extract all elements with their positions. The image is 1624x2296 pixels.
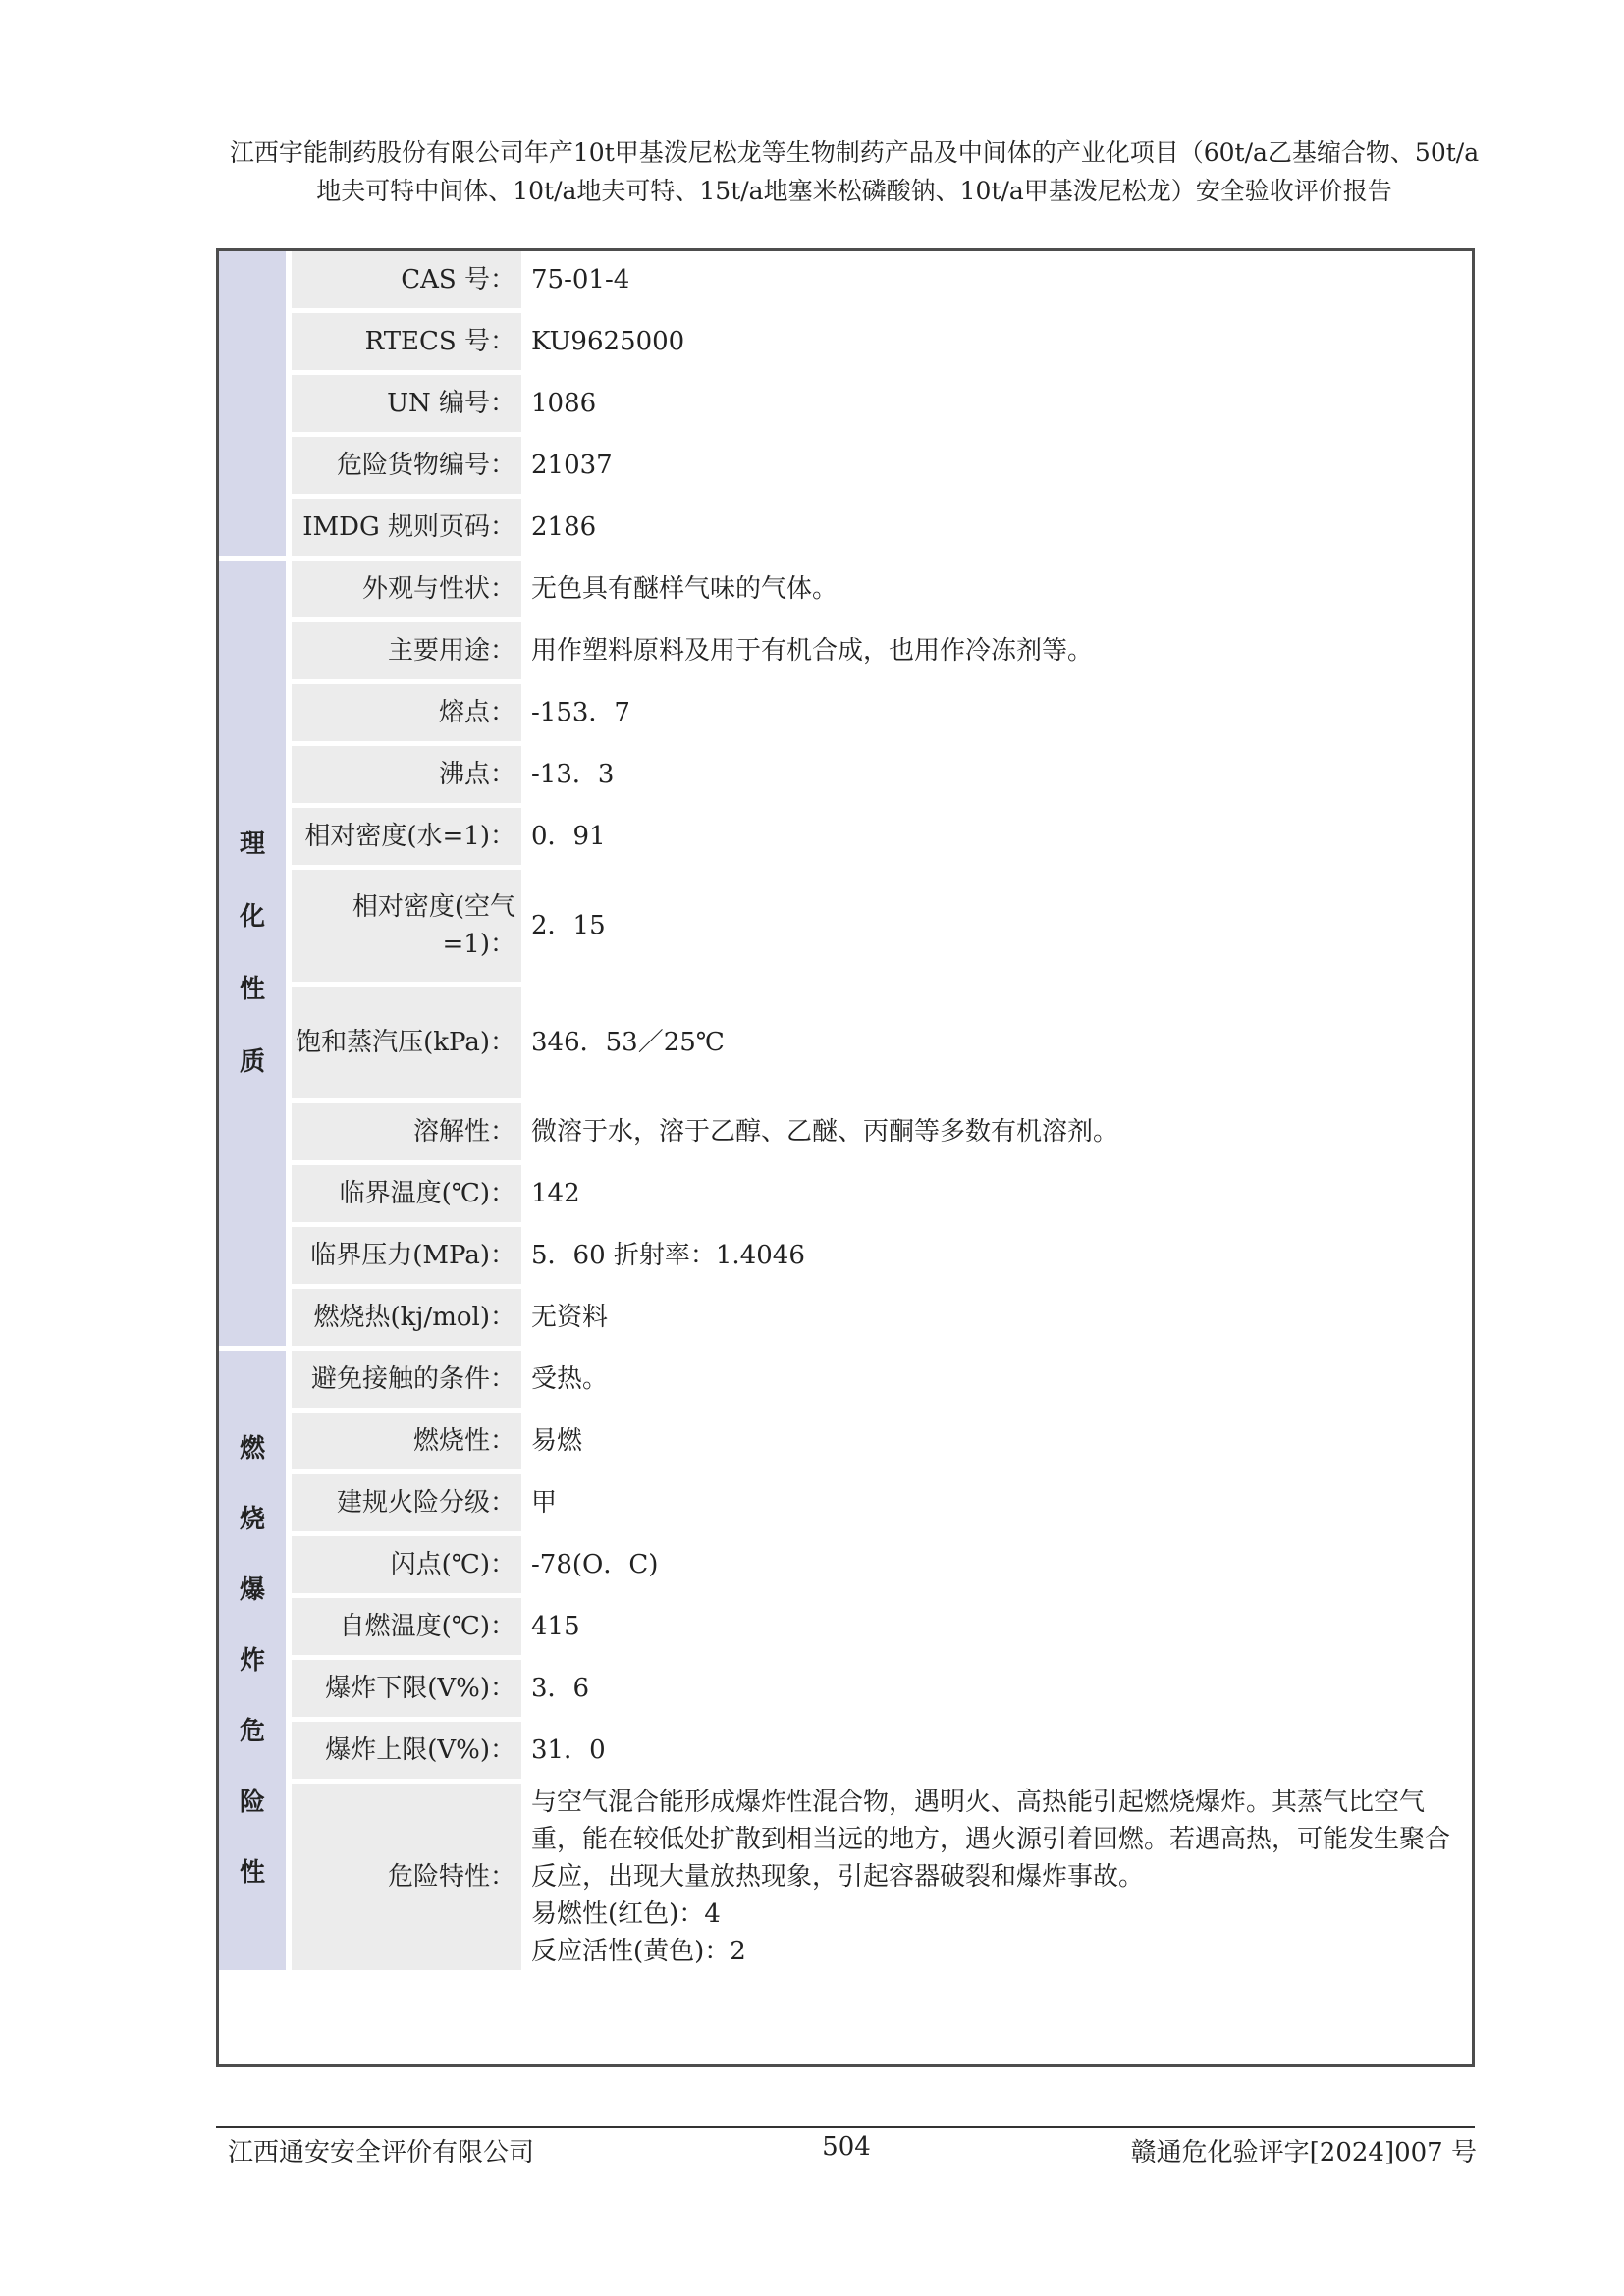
table-row (219, 1536, 1472, 1598)
footer-page-number: 504 (822, 2132, 871, 2162)
row-label: 危险特性： (292, 1784, 521, 1975)
row-value: -78(O．C) (521, 1536, 1472, 1598)
row-label: 建规火险分级： (292, 1474, 521, 1536)
row-value: 75-01-4 (521, 251, 1472, 313)
row-value: 5．60 折射率：1.4046 (521, 1227, 1472, 1289)
row-label: 爆炸上限(V%)： (292, 1722, 521, 1784)
table-row (219, 622, 1472, 684)
row-value: 受热。 (521, 1351, 1472, 1413)
row-label: 燃烧性： (292, 1413, 521, 1474)
row-value: 2．15 (521, 870, 1472, 987)
row-label: 溶解性： (292, 1103, 521, 1165)
table-row (219, 684, 1472, 746)
table-row (219, 1660, 1472, 1722)
table-row (219, 1598, 1472, 1660)
row-label: 熔点： (292, 684, 521, 746)
row-label: CAS 号： (292, 251, 521, 313)
row-label: 燃烧热(kj/mol)： (292, 1289, 521, 1351)
row-value: 2186 (521, 499, 1472, 561)
row-value: 易燃 (521, 1413, 1472, 1474)
row-value: 31．0 (521, 1722, 1472, 1784)
report-header: 江西宇能制药股份有限公司年产10t甲基泼尼松龙等生物制药产品及中间体的产业化项目（60t/a乙基缩合物、50t/a地夫可特中间体、10t/a地夫可特、15t/a地塞米松磷酸钠、10t/a甲基泼尼松龙）安全验收评价报告 (229, 138, 1480, 205)
table-row (219, 1289, 1472, 1351)
row-value: -153．7 (521, 684, 1472, 746)
row-value: 甲 (521, 1474, 1472, 1536)
row-value: 无色具有醚样气味的气体。 (521, 561, 1472, 622)
row-label: 沸点： (292, 746, 521, 808)
row-label: 相对密度(空气=1)： (292, 870, 521, 987)
row-label: 爆炸下限(V%)： (292, 1660, 521, 1722)
msds-table-frame (216, 248, 1475, 2067)
table-row (219, 1227, 1472, 1289)
table-row (219, 313, 1472, 375)
table-row (219, 1722, 1472, 1784)
section-title-physchem: 理 化 性 质 (239, 829, 265, 1077)
row-value: 21037 (521, 437, 1472, 499)
table-row (219, 1474, 1472, 1536)
row-label: UN 编号： (292, 375, 521, 437)
table-row (219, 251, 1472, 313)
table-row (219, 746, 1472, 808)
row-value: 微溶于水，溶于乙醇、乙醚、丙酮等多数有机溶剂。 (521, 1103, 1472, 1165)
row-label: 外观与性状： (292, 561, 521, 622)
row-value: 142 (521, 1165, 1472, 1227)
row-value: 无资料 (521, 1289, 1472, 1351)
row-label: IMDG 规则页码： (292, 499, 521, 561)
table-row (219, 808, 1472, 870)
row-value: 415 (521, 1598, 1472, 1660)
section-identification (219, 251, 292, 561)
hazard-value (521, 1784, 1472, 1975)
row-label: 相对密度(水=1)： (292, 808, 521, 870)
table-row (219, 1103, 1472, 1165)
table-row (219, 987, 1472, 1103)
row-label: RTECS 号： (292, 313, 521, 375)
row-label: 临界温度(℃)： (292, 1165, 521, 1227)
section-physchem (219, 561, 292, 1351)
table-row (219, 1784, 1472, 1975)
table-row (219, 1165, 1472, 1227)
msds-table (219, 251, 1472, 1975)
footer-doc-number: 赣通危化验评字[2024]007 号 (1130, 2138, 1477, 2167)
hazard-flammability: 易燃性(红色)：4 (531, 1899, 721, 1929)
row-value: 3．6 (521, 1660, 1472, 1722)
footer-divider (216, 2126, 1475, 2128)
row-value: 用作塑料原料及用于有机合成，也用作冷冻剂等。 (521, 622, 1472, 684)
footer-company: 江西通安安全评价有限公司 (228, 2138, 535, 2167)
table-row (219, 561, 1472, 622)
table-row (219, 499, 1472, 561)
section-title-fire: 燃 烧 爆 炸 危 险 性 (239, 1433, 265, 1888)
table-row (219, 1413, 1472, 1474)
row-label: 饱和蒸汽压(kPa)： (292, 987, 521, 1103)
table-row (219, 437, 1472, 499)
hazard-text: 与空气混合能形成爆炸性混合物，遇明火、高热能引起燃烧爆炸。其蒸气比空气重，能在较低处扩散到相当远的地方，遇火源引着回燃。若遇高热，可能发生聚合反应，出现大量放热现象，引起容器破裂和爆炸事故。 (531, 1788, 1451, 1892)
row-label: 临界压力(MPa)： (292, 1227, 521, 1289)
table-row (219, 1351, 1472, 1413)
row-label: 自燃温度(℃)： (292, 1598, 521, 1660)
row-value: -13．3 (521, 746, 1472, 808)
hazard-reactivity: 反应活性(黄色)：2 (531, 1937, 746, 1966)
row-label: 避免接触的条件： (292, 1351, 521, 1413)
row-value: KU9625000 (521, 313, 1472, 375)
row-label: 闪点(℃)： (292, 1536, 521, 1598)
row-value: 346．53／25℃ (521, 987, 1472, 1103)
table-row (219, 375, 1472, 437)
row-label: 危险货物编号： (292, 437, 521, 499)
row-label: 主要用途： (292, 622, 521, 684)
section-fire (219, 1351, 292, 1975)
row-value: 0．91 (521, 808, 1472, 870)
table-row (219, 870, 1472, 987)
row-value: 1086 (521, 375, 1472, 437)
